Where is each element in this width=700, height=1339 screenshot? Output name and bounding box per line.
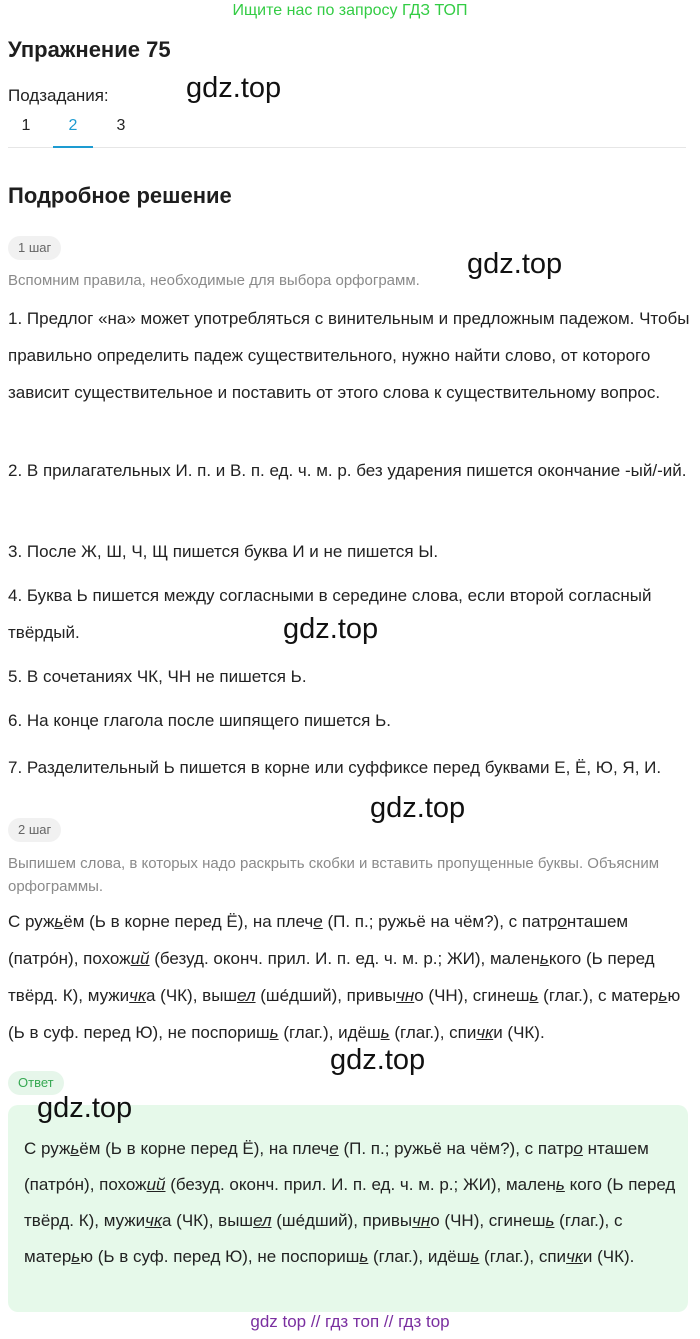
exercise-title: Упражнение 75	[8, 37, 171, 62]
footer-links	[0, 1312, 700, 1332]
step-2-badge: 2 шаг	[8, 818, 61, 842]
footer-link-gdz-top-mixed[interactable]: гдз top	[398, 1312, 450, 1331]
rule-5: 5. В сочетаниях ЧК, ЧН не пишется Ь.	[8, 667, 307, 686]
subtask-tabs	[8, 108, 686, 148]
solution-heading: Подробное решение	[8, 183, 232, 208]
subtasks-label: Подзадания:	[8, 86, 109, 105]
watermark: gdz.top	[283, 613, 379, 645]
watermark: gdz.top	[330, 1044, 426, 1076]
watermark: gdz.top	[467, 248, 563, 280]
rule-4: 4. Буква Ь пишется между согласными в середине слова, если второй согласный твёрдый.	[8, 586, 652, 642]
step-1-badge: 1 шаг	[8, 236, 61, 260]
step-1-intro: Вспомним правила, необходимые для выбора орфограмм.	[8, 272, 420, 289]
search-banner: Ищите нас по запросу ГДЗ ТОП	[232, 2, 468, 19]
step-2-intro: Выпишем слова, в которых надо раскрыть скобки и вставить пропущенные буквы. Объясним орфограммы.	[8, 855, 660, 895]
footer-link-gdz-top[interactable]: gdz top	[250, 1312, 307, 1331]
footer-link-gdz-top-ru[interactable]: гдз топ	[325, 1312, 380, 1331]
watermark: gdz.top	[37, 1092, 133, 1124]
footer-separator: //	[383, 1312, 394, 1331]
watermark: gdz.top	[186, 72, 282, 104]
tab-subtask-1[interactable]: 1	[21, 117, 31, 134]
rule-1: 1. Предлог «на» может употребляться с винительным и предложным падежом. Чтобы правильно определить падеж существительного, нужно найти слово, от которого зависит существительное и поставить от этого слова к существительному вопрос.	[8, 309, 690, 402]
tab-subtask-3[interactable]: 3	[116, 117, 126, 134]
step-2-explanation: С ружьём (Ь в корне перед Ё), на плече (П. п.; ружьё на чём?), с патронташем (патро́н), похожий (безуд. оконч. прил. И. п. ед. ч. м. р.; ЖИ), маленького (Ь перед твёрд. К), мужичка (ЧК), вышел (ше́дший), привычно (ЧН), сгинешь (глаг.), с матерью (Ь в суф. перед Ю), не поспоришь (глаг.), идёшь (глаг.), спички (ЧК).	[8, 912, 681, 1042]
tab-subtask-2[interactable]: 2	[53, 108, 93, 148]
rule-2: 2. В прилагательных И. п. и В. п. ед. ч. м. р. без ударения пишется окончание -ый/-ий.	[8, 461, 687, 480]
rule-3: 3. После Ж, Ш, Ч, Щ пишется буква И и не пишется Ы.	[8, 542, 439, 561]
rule-7: 7. Разделительный Ь пишется в корне или суффиксе перед буквами Е, Ё, Ю, Я, И.	[8, 758, 662, 777]
rule-6: 6. На конце глагола после шипящего пишется Ь.	[8, 711, 391, 730]
watermark: gdz.top	[370, 792, 466, 824]
footer-separator: //	[310, 1312, 321, 1331]
answer-badge: Ответ	[8, 1071, 64, 1095]
answer-text: С ружьём (Ь в корне перед Ё), на плече (П. п.; ружьё на чём?), с патро нташем (патро́н), похожий (безуд. оконч. прил. И. п. ед. ч. м. р.; ЖИ), малень кого (Ь перед твёрд. К), мужичка (ЧК), вышел (ше́дший), привычно (ЧН), сгинешь (глаг.), с матерью (Ь в суф. перед Ю), не поспоришь (глаг.), идёшь (глаг.), спички (ЧК).	[24, 1139, 676, 1266]
